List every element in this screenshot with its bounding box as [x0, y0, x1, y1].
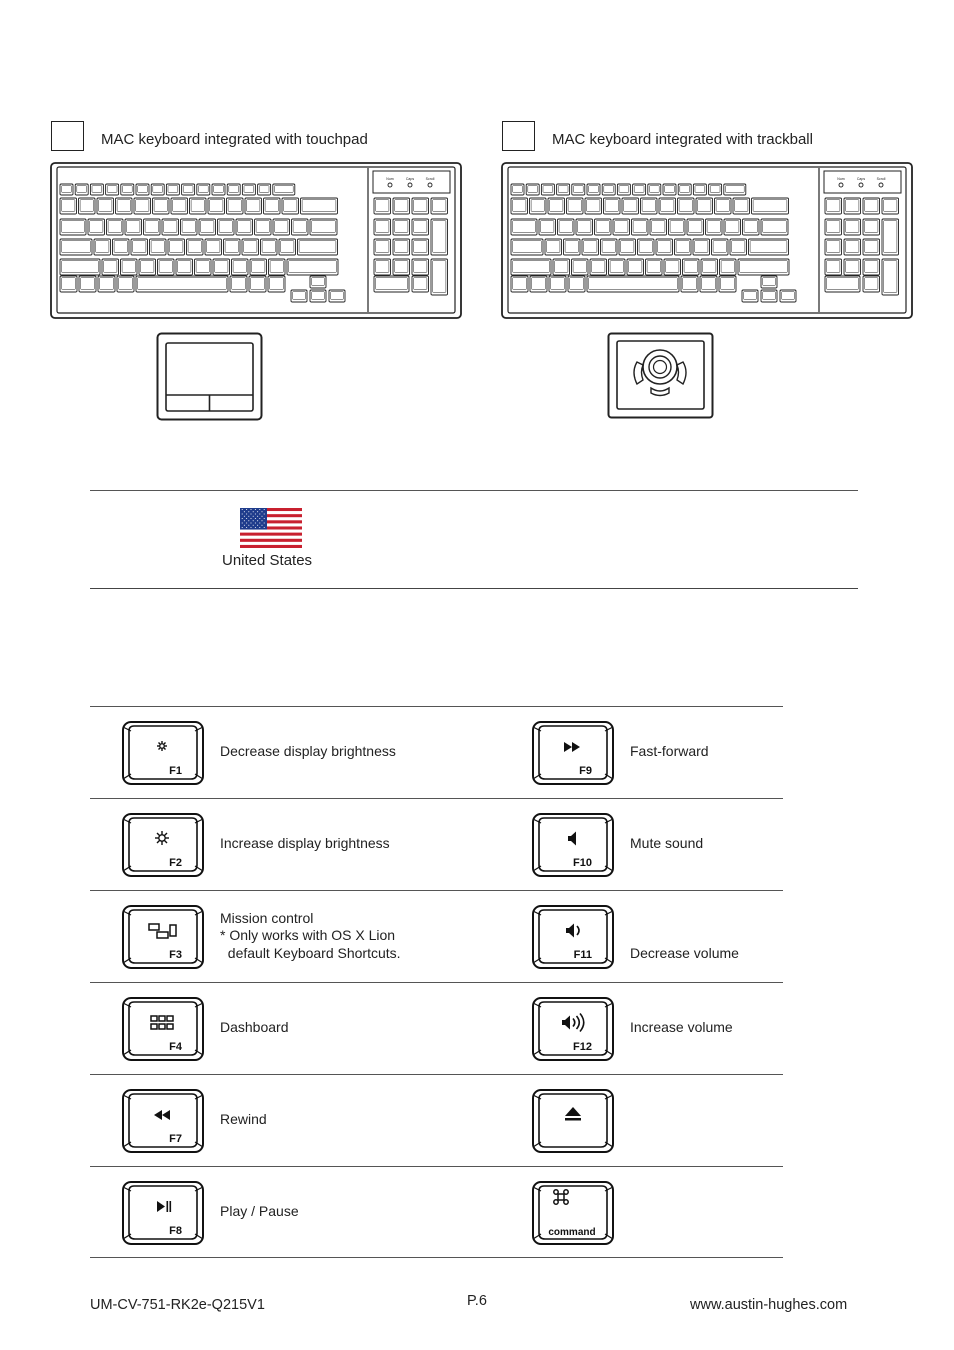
touchpad-option-label: MAC keyboard integrated with touchpad [101, 131, 368, 148]
svg-text:F7: F7 [169, 1133, 182, 1145]
function-key-row [90, 1166, 783, 1258]
eject-key-eject-icon [532, 1089, 614, 1153]
svg-text:F1: F1 [169, 765, 182, 777]
function-key-description: Mission control * Only works with OS X Lion default Keyboard Shortcuts. [220, 909, 401, 961]
svg-text:F11: F11 [573, 949, 592, 961]
keyboard-illustration-trackball [501, 162, 913, 320]
function-key-entry [90, 1075, 436, 1167]
trackball-icon [607, 332, 714, 419]
f7-key-rewind-icon [122, 1089, 204, 1153]
function-key-row [90, 982, 783, 1074]
function-key-row [90, 798, 783, 890]
function-key-description: Rewind [220, 1111, 267, 1128]
function-key-description: Increase display brightness [220, 835, 390, 852]
svg-text:F2: F2 [169, 857, 182, 869]
function-key-description: Play / Pause [220, 1203, 299, 1220]
us-flag-icon [240, 508, 302, 548]
function-key-description: Dashboard [220, 1019, 289, 1036]
function-key-description: Fast-forward [630, 743, 709, 760]
svg-text:Scroll: Scroll [876, 177, 886, 181]
f12-key-volume-up-icon [532, 997, 614, 1061]
svg-text:Num: Num [386, 177, 394, 181]
website-link[interactable]: www.austin-hughes.com [690, 1297, 848, 1313]
svg-text:Scroll: Scroll [425, 177, 435, 181]
f11-key-volume-down-icon [532, 905, 614, 969]
function-key-entry [500, 1167, 846, 1259]
svg-text:F8: F8 [169, 1225, 182, 1237]
function-key-table [90, 706, 783, 1258]
region-bottom-divider [90, 588, 858, 589]
f4-key-dashboard-icon [122, 997, 204, 1061]
function-key-entry [500, 1075, 846, 1167]
svg-text:F3: F3 [169, 949, 182, 961]
trackball-option-label: MAC keyboard integrated with trackball [552, 131, 813, 148]
f9-key-fast-forward-icon [532, 721, 614, 785]
function-key-entry [500, 799, 846, 891]
function-key-entry [90, 891, 436, 983]
touchpad-icon [156, 332, 263, 421]
function-key-row [90, 706, 783, 798]
function-key-entry [90, 1167, 436, 1259]
svg-text:Caps: Caps [856, 177, 866, 181]
country-label: United States [222, 552, 313, 569]
svg-text:F4: F4 [169, 1041, 182, 1053]
f8-key-play-pause-icon [122, 1181, 204, 1245]
function-key-description: Decrease display brightness [220, 743, 396, 760]
function-key-description: Mute sound [630, 835, 704, 852]
function-key-entry [500, 983, 846, 1075]
page-number: P.6 [467, 1293, 487, 1309]
keyboard-illustration-touchpad [50, 162, 462, 320]
svg-text:Num: Num [837, 177, 845, 181]
f1-key-brightness-low-icon [122, 721, 204, 785]
f10-key-mute-icon [532, 813, 614, 877]
svg-text:command: command [548, 1227, 596, 1238]
function-key-entry [90, 707, 436, 799]
svg-text:F10: F10 [573, 857, 592, 869]
function-key-description: Increase volume [630, 1019, 733, 1036]
svg-text:Caps: Caps [405, 177, 415, 181]
function-key-entry [500, 891, 846, 983]
function-key-row [90, 890, 783, 982]
document-id: UM-CV-751-RK2e-Q215V1 [90, 1297, 265, 1313]
function-key-description: Decrease volume [630, 945, 739, 961]
function-key-entry [90, 799, 436, 891]
f2-key-brightness-high-icon [122, 813, 204, 877]
command-key-command-icon [532, 1181, 614, 1245]
region-top-divider [90, 490, 858, 491]
svg-text:F12: F12 [573, 1041, 592, 1053]
function-key-row [90, 1074, 783, 1166]
touchpad-option-checkbox[interactable] [51, 121, 84, 151]
svg-text:F9: F9 [579, 765, 592, 777]
f3-key-mission-control-icon [122, 905, 204, 969]
function-key-entry [90, 983, 436, 1075]
trackball-option-checkbox[interactable] [502, 121, 535, 151]
function-key-entry [500, 707, 846, 799]
